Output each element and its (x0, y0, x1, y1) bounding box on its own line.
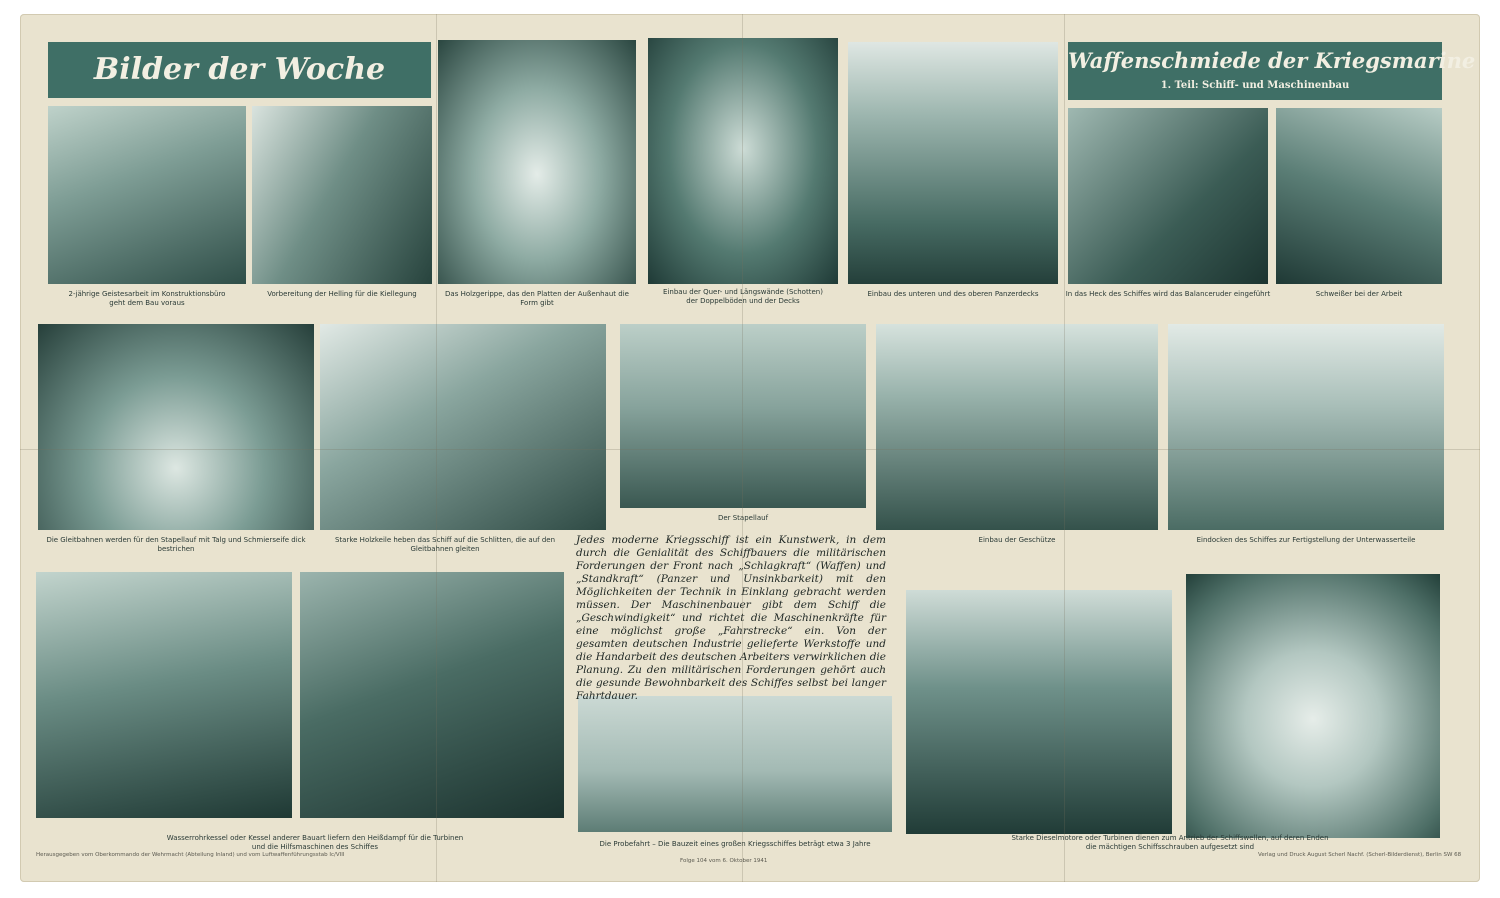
photo-design-office (48, 106, 246, 284)
caption-design-office-line1: 2-jährige Geistesarbeit im Konstruktionsbüro (68, 290, 226, 298)
caption-boilers (120, 834, 510, 852)
footer-issue: Folge 104 vom 6. Oktober 1941 (680, 858, 768, 864)
caption-launching: Der Stapellauf (717, 514, 769, 522)
photo-balance-rudder (1068, 108, 1268, 284)
right-title: Waffenschmiede der Kriegsmarine (1068, 48, 1476, 73)
photo-armor-decks (848, 42, 1058, 284)
caption-diesel-engines (1000, 834, 1340, 852)
left-title-banner (48, 42, 431, 98)
caption-framework: Das Holzgerippe, das den Platten der Außenhaut die Form gibt (445, 290, 629, 307)
caption-wedges (320, 536, 570, 554)
fold-line-vertical-center (742, 14, 743, 882)
photo-bulkheads (648, 38, 838, 284)
caption-welder: Schweißer bei der Arbeit (1315, 290, 1403, 298)
footer-publisher: Herausgegeben vom Oberkommando der Wehrmacht (Abteilung Inland) und vom Luftwaffenführungsstab Ic/VIII (36, 852, 345, 858)
caption-boilers-line2: und die Hilfsmaschinen des Schiffes (251, 843, 379, 851)
right-title-banner (1068, 42, 1476, 100)
footer-printer: Verlag und Druck August Scherl Nachf. (Scherl-Bilderdienst), Berlin SW 68 (1258, 852, 1462, 858)
photo-gun-installation (876, 324, 1158, 530)
article-body-text: Jedes moderne Kriegsschiff ist ein Kunstwerk, in dem durch die Genialität des Schiffbauers die militärischen Forderungen der Front nach „Schlagkraft“ (Waffen) und „Standkraft“ (Panzer und Unsinkbarkeit) mit den Möglichkeiten der Technik in Einklang gebracht werden müssen. Der Maschinenbauer gibt dem Schiff die „Geschwindigkeit“ und richtet die Maschinenkräfte für eine möglichst große „Fahrstrecke“ ein. Von der gesamten deutschen Industrie gelieferte Werkstoffe und die Handarbeit des deutschen Arbeiters verwirklichen die Planung. Zu den militärischen Forderungen gehört auch die gesunde Bewohnbarkeit des Schiffes selbst bei langer Fahrtdauer. (576, 534, 886, 702)
right-subtitle: 1. Teil: Schiff- und Maschinenbau (1160, 80, 1350, 91)
photo-slipway-preparation (252, 106, 432, 284)
caption-design-office (48, 290, 246, 308)
photo-ship-bow-slideways (38, 324, 314, 530)
caption-dry-dock: Eindocken des Schiffes zur Fertigstellung der Unterwasserteile (1196, 536, 1416, 544)
caption-slideways: Die Gleitbahnen werden für den Stapellauf mit Talg und Schmierseife dick bestrichen (46, 536, 306, 553)
caption-design-office-line2: geht dem Bau voraus (109, 299, 185, 307)
left-title: Bilder der Woche (93, 52, 386, 87)
photo-diesel-engines (906, 590, 1172, 834)
photo-boiler-transport (300, 572, 564, 818)
photo-wooden-framework (438, 40, 636, 284)
photo-boiler-frame (36, 572, 292, 818)
photo-wooden-wedges (320, 324, 606, 530)
photo-trial-run (578, 696, 892, 832)
caption-wedges-line2: Gleitbahnen gleiten (410, 545, 480, 553)
photo-launching (620, 324, 866, 508)
caption-wedges-line1: Starke Holzkeile heben das Schiff auf die Schlitten, die auf den (334, 536, 556, 544)
caption-bulkheads (640, 288, 846, 306)
photo-ship-propeller (1186, 574, 1440, 838)
caption-armor-decks: Einbau des unteren und des oberen Panzerdecks (867, 290, 1039, 298)
fold-line-vertical-right (1064, 14, 1065, 882)
caption-slipway: Vorbereitung der Helling für die Kiellegung (267, 290, 417, 298)
caption-boilers-line1: Wasserrohrkessel oder Kessel anderer Bauart liefern den Heißdampf für die Turbinen (166, 834, 464, 842)
caption-bulkheads-line2: der Doppelböden und der Decks (686, 297, 800, 305)
fold-line-vertical-left (436, 14, 437, 882)
fold-line-horizontal (20, 449, 1480, 450)
caption-trial-run: Die Probefahrt – Die Bauzeit eines großen Kriegsschiffes beträgt etwa 3 Jahre (599, 840, 871, 848)
caption-guns: Einbau der Geschütze (978, 536, 1056, 544)
caption-bulkheads-line1: Einbau der Quer- und Längswände (Schotten) (663, 288, 823, 296)
photo-welder (1276, 108, 1442, 284)
caption-rudder: In das Heck des Schiffes wird das Balanceruder eingeführt (1065, 290, 1271, 298)
caption-diesel-line1: Starke Dieselmotore oder Turbinen dienen zum Antrieb der Schiffswellen, auf deren Enden (1011, 834, 1329, 842)
caption-diesel-line2: die mächtigen Schiffsschrauben aufgesetzt sind (1085, 843, 1255, 851)
photo-dry-dock (1168, 324, 1444, 530)
